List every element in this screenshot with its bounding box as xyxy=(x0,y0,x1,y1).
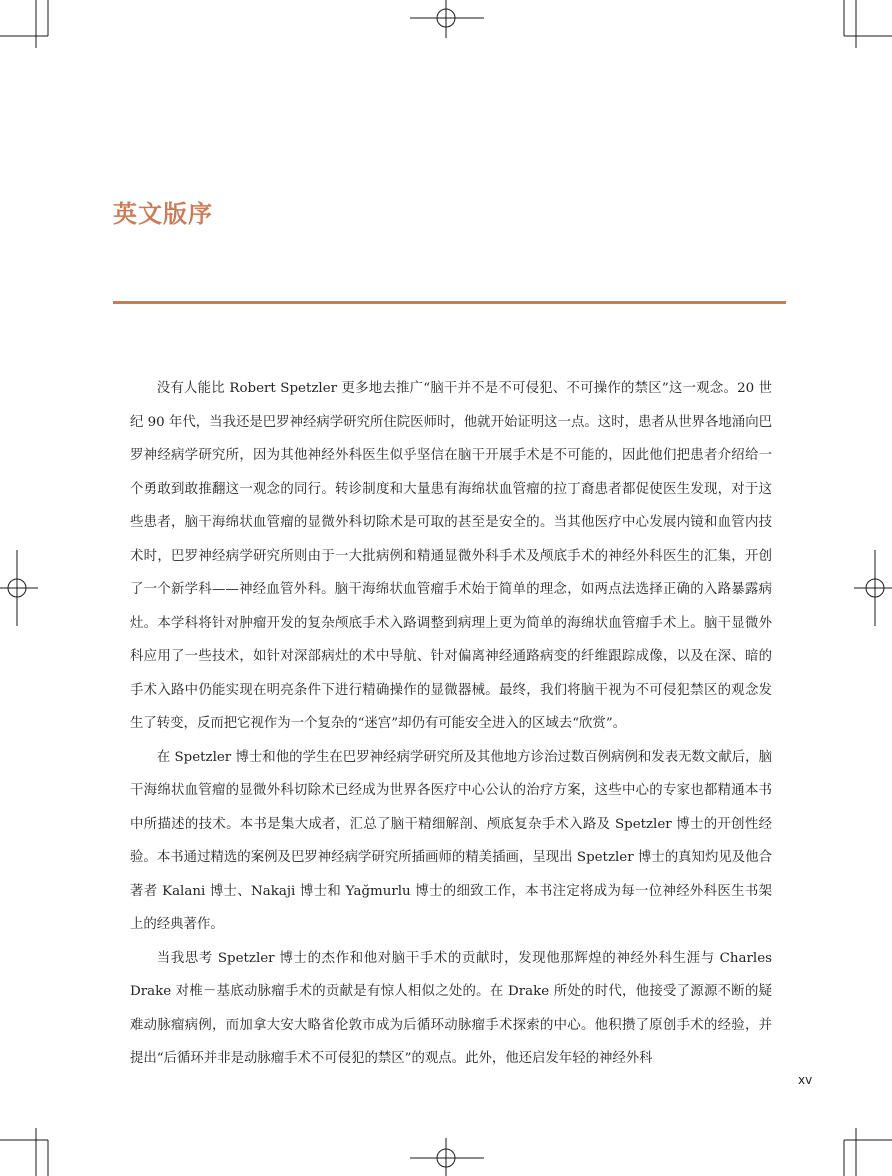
page-title: 英文版序 xyxy=(113,200,213,228)
paragraph: 没有人能比 Robert Spetzler 更多地去推广“脑干并不是不可侵犯、不可操作的禁区”这一观念。20 世纪 90 年代，当我还是巴罗神经病学研究所住院医师时，他就开始证明这一点。这时，患者从世界各地涌向巴罗神经病学研究所，因为其他神经外科医生似乎坚信在脑干开展手术是不可能的，因此他们把患者介绍给一个勇敢到敢推翻这一观念的同行。转诊制度和大量患有海绵状血管瘤的拉丁裔患者都促使医生发现，对于这些患者，脑干海绵状血管瘤的显微外科切除术是可取的甚至是安全的。当其他医疗中心发展内镜和血管内技术时，巴罗神经病学研究所则由于一大批病例和精通显微外科手术及颅底手术的神经外科医生的汇集，开创了一个新学科——神经血管外科。脑干海绵状血管瘤手术始于简单的理念，如两点法选择正确的入路暴露病灶。本学科将针对肿瘤开发的复杂颅底手术入路调整到病理上更为简单的海绵状血管瘤手术上。脑干显微外科应用了一些技术，如针对深部病灶的术中导航、针对偏离神经通路病变的纤维跟踪成像，以及在深、暗的手术入路中仍能实现在明亮条件下进行精确操作的显微器械。最终，我们将脑干视为不可侵犯禁区的观念发生了转变，反而把它视作为一个复杂的“迷宫”却仍有可能安全进入的区域去“欣赏”。 xyxy=(130,381,772,731)
registration-target-left xyxy=(0,550,38,626)
crop-mark-bottom-left xyxy=(0,1128,48,1176)
paragraph: 当我思考 Spetzler 博士的杰作和他对脑干手术的贡献时，发现他那辉煌的神经外科生涯与 Charles Drake 对椎－基底动脉瘤手术的贡献是有惊人相似之处的。在 Drake 所处的时代，他接受了源源不断的疑难动脉瘤病例，而加拿大安大略省伦敦市成为后循环动脉瘤手术探索的中心。他积攒了原创手术的经验，并提出“后循环并非是动脉瘤手术不可侵犯的禁区”的观点。此外，他还启发年轻的神经外科 xyxy=(130,950,772,1066)
registration-target-right xyxy=(854,550,892,626)
preface-body xyxy=(130,372,772,1076)
crop-mark-top-left xyxy=(0,0,48,48)
registration-target-top xyxy=(410,0,484,38)
crop-mark-bottom-right xyxy=(844,1128,892,1176)
registration-target-bottom xyxy=(410,1138,484,1176)
crop-mark-top-right xyxy=(844,0,892,48)
page-number: xv xyxy=(798,1073,813,1087)
paragraph: 在 Spetzler 博士和他的学生在巴罗神经病学研究所及其他地方诊治过数百例病例和发表无数文献后，脑干海绵状血管瘤的显微外科切除术已经成为世界各医疗中心公认的治疗方案，这些中心的专家也都精通本书中所描述的技术。本书是集大成者，汇总了脑干精细解剖、颅底复杂手术入路及 Spetzler 博士的开创性经验。本书通过精选的案例及巴罗神经病学研究所插画师的精美插画，呈现出 Spetzler 博士的真知灼见及他合著者 Kalani 博士、Nakaji 博士和 Yağmurlu 博士的细致工作，本书注定将成为每一位神经外科医生书架上的经典著作。 xyxy=(130,749,772,932)
title-divider xyxy=(113,301,786,304)
